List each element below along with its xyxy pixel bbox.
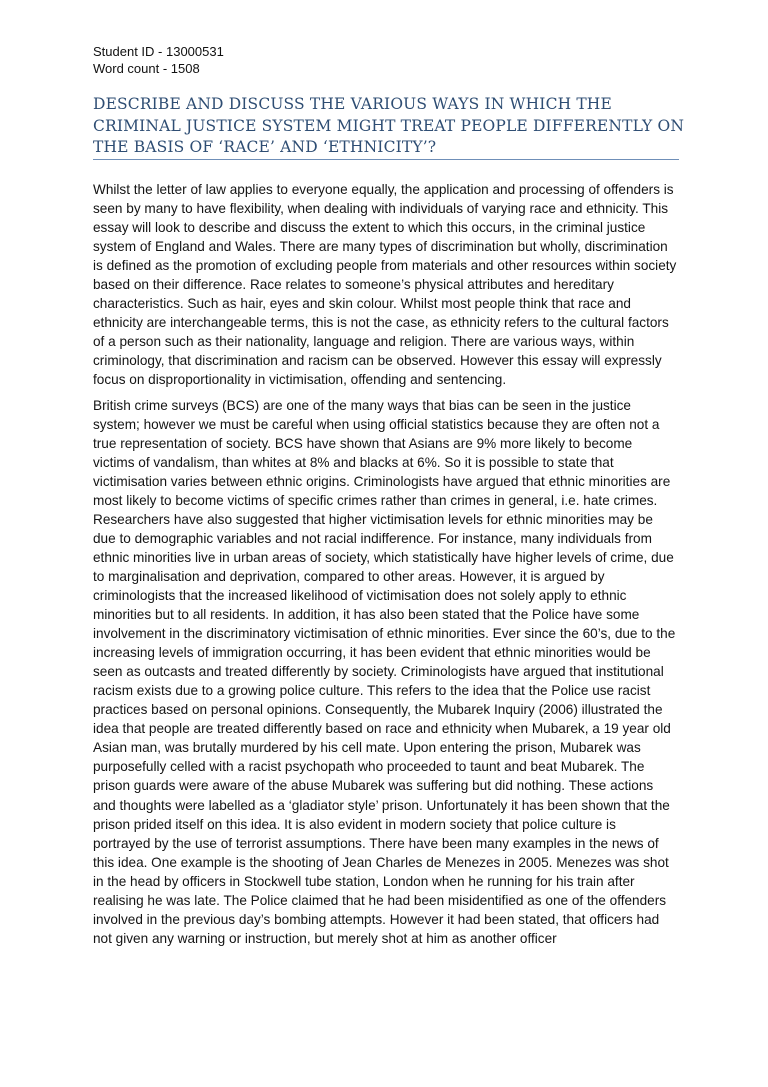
word-count: Word count - 1508: [93, 61, 200, 76]
essay-title: DESCRIBE AND DISCUSS THE VARIOUS WAYS IN WHICH THE CRIMINAL JUSTICE SYSTEM MIGHT TREAT PEOPLE DIFFERENTLY ON THE BASIS OF ‘RACE’ AND ‘ETHNICITY’?: [93, 95, 685, 156]
essay-body: [93, 180, 677, 954]
student-id: Student ID - 13000531: [93, 44, 224, 59]
paragraph: British crime surveys (BCS) are one of the many ways that bias can be seen in the justice system; however we must be careful when using official statistics because they are often not a true representation of society. BCS have shown that Asians are 9% more likely to become victims of vandalism, than whites at 8% and blacks at 6%. So it is possible to state that victimisation varies between ethnic origins. Criminologists have argued that ethnic minorities are most likely to become victims of specific crimes rather than crimes in general, i.e. hate crimes. Researchers have also suggested that higher victimisation levels for ethnic minorities may be due to demographic variables and not racial indifference. For instance, many individuals from ethnic minorities live in urban areas of society, which statistically have higher levels of crime, due to marginalisation and deprivation, compared to other areas. However, it is argued by criminologists that the increased likelihood of victimisation does not solely apply to ethnic minorities but to all residents. In addition, it has also been stated that the Police have some involvement in the discriminatory victimisation of ethnic minorities. Ever since the 60’s, due to the increasing levels of immigration occurring, it has been evident that ethnic minorities would be seen as outcasts and treated differently by society. Criminologists have argued that institutional racism exists due to a growing police culture. This refers to the idea that the Police use racist practices based on personal opinions. Consequently, the Mubarek Inquiry (2006) illustrated the idea that people are treated differently based on race and ethnicity when Mubarek, a 19 year old Asian man, was brutally murdered by his cell mate. Upon entering the prison, Mubarek was purposefully celled with a racist psychopath who proceeded to taunt and beat Mubarek. The prison guards were aware of the abuse Mubarek was suffering but did nothing. These actions and thoughts were labelled as a ‘gladiator style’ prison. Unfortunately it has been shown that the prison prided itself on this idea. It is also evident in modern society that police culture is portrayed by the use of terrorist assumptions. There have been many examples in the news of this idea. One example is the shooting of Jean Charles de Menezes in 2005. Menezes was shot in the head by officers in Stockwell tube station, London when he running for his train after realising he was late. The Police claimed that he had been misidentified as one of the offenders involved in the previous day’s bombing attempts. However it had been stated, that officers had not given any warning or instruction, but merely shot at him as another officer: [93, 397, 676, 946]
paragraph: Whilst the letter of law applies to everyone equally, the application and processing of offenders is seen by many to have flexibility, when dealing with individuals of varying race and ethnicity. This essay will look to describe and discuss the extent to which this occurs, in the criminal justice system of England and Wales. There are many types of discrimination but wholly, discrimination is defined as the promotion of excluding people from materials and other resources within society based on their difference. Race relates to someone’s physical attributes and hereditary characteristics. Such as hair, eyes and skin colour. Whilst most people think that race and ethnicity are interchangeable terms, this is not the case, as ethnicity refers to the cultural factors of a person such as their nationality, language and religion. There are various ways, within criminology, that discrimination and racism can be observed. However this essay will expressly focus on disproportionality in victimisation, offending and sentencing.: [93, 182, 677, 388]
document-header: [93, 43, 224, 77]
title-underline: [93, 159, 679, 160]
